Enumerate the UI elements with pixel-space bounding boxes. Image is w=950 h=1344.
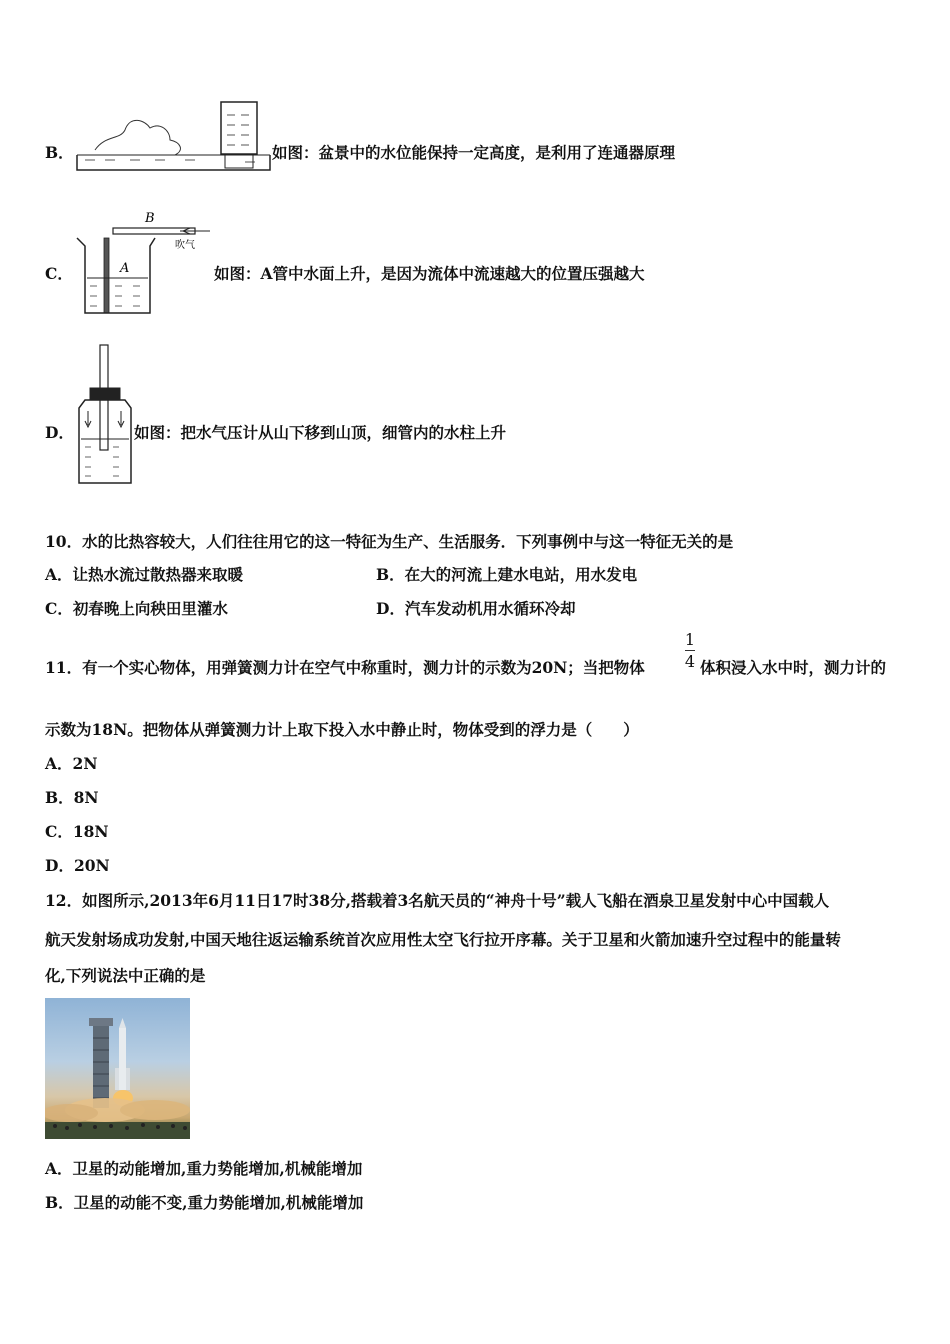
- option-b-label: B．: [45, 143, 74, 162]
- barometer-figure: [75, 343, 140, 488]
- q11-option-d: D．20N: [45, 856, 110, 875]
- option-b-text: 如图：盆景中的水位能保持一定高度，是利用了连通器原理: [272, 143, 676, 162]
- bonsai-figure: [75, 100, 275, 175]
- q12-stem-line2: 航天发射场成功发射,中国天地往返运输系统首次应用性太空飞行拉开序幕。关于卫星和火箭加速升空过程中的能量转: [45, 930, 841, 949]
- q11-option-b: B．8N: [45, 788, 99, 807]
- rocket-launch-photo: [45, 998, 190, 1139]
- fig-blow-label: 吹气: [175, 240, 195, 251]
- q10-option-a: A．让热水流过散热器来取暖: [45, 565, 244, 584]
- option-d-text: 如图：把水气压计从山下移到山顶，细管内的水柱上升: [134, 423, 507, 442]
- option-d-label: D．: [45, 423, 74, 442]
- fig-label-b: B: [145, 211, 155, 226]
- q12-option-b: B．卫星的动能不变,重力势能增加,机械能增加: [45, 1193, 364, 1212]
- q10-stem: 10．水的比热容较大，人们往往用它的这一特征为生产、生活服务．下列事例中与这一特征无关的是: [45, 532, 734, 551]
- q12-stem-line1: 12．如图所示,2013年6月11日17时38分,搭载着3名航天员的“神舟十号”载人飞船在酒泉卫星发射中心中国载人: [45, 891, 830, 910]
- fig-label-a: A: [120, 261, 130, 276]
- q10-option-d: D．汽车发动机用水循环冷却: [376, 599, 576, 618]
- option-c-text: 如图：A管中水面上升，是因为流体中流速越大的位置压强越大: [214, 264, 645, 283]
- q11-fraction: [682, 630, 698, 671]
- fraction-denominator: 4: [684, 652, 696, 671]
- q11-stem-part2: 体积浸入水中时，测力计的: [700, 658, 887, 677]
- beaker-figure: [75, 208, 215, 320]
- q11-stem-part1: 11．有一个实心物体，用弹簧测力计在空气中称重时，测力计的示数为20N；当把物体: [45, 658, 645, 677]
- q11-option-a: A．2N: [45, 754, 98, 773]
- q10-option-b: B．在大的河流上建水电站，用水发电: [376, 565, 638, 584]
- option-c-label: C．: [45, 264, 73, 283]
- q11-stem-line2: 示数为18N。把物体从弹簧测力计上取下投入水中静止时，物体受到的浮力是（ ）: [45, 720, 639, 739]
- q11-option-c: C．18N: [45, 822, 109, 841]
- q10-option-c: C．初春晚上向秧田里灌水: [45, 599, 228, 618]
- q12-stem-line3: 化,下列说法中正确的是: [45, 966, 206, 985]
- q12-option-a: A．卫星的动能增加,重力势能增加,机械能增加: [45, 1159, 363, 1178]
- fraction-numerator: 1: [684, 630, 696, 649]
